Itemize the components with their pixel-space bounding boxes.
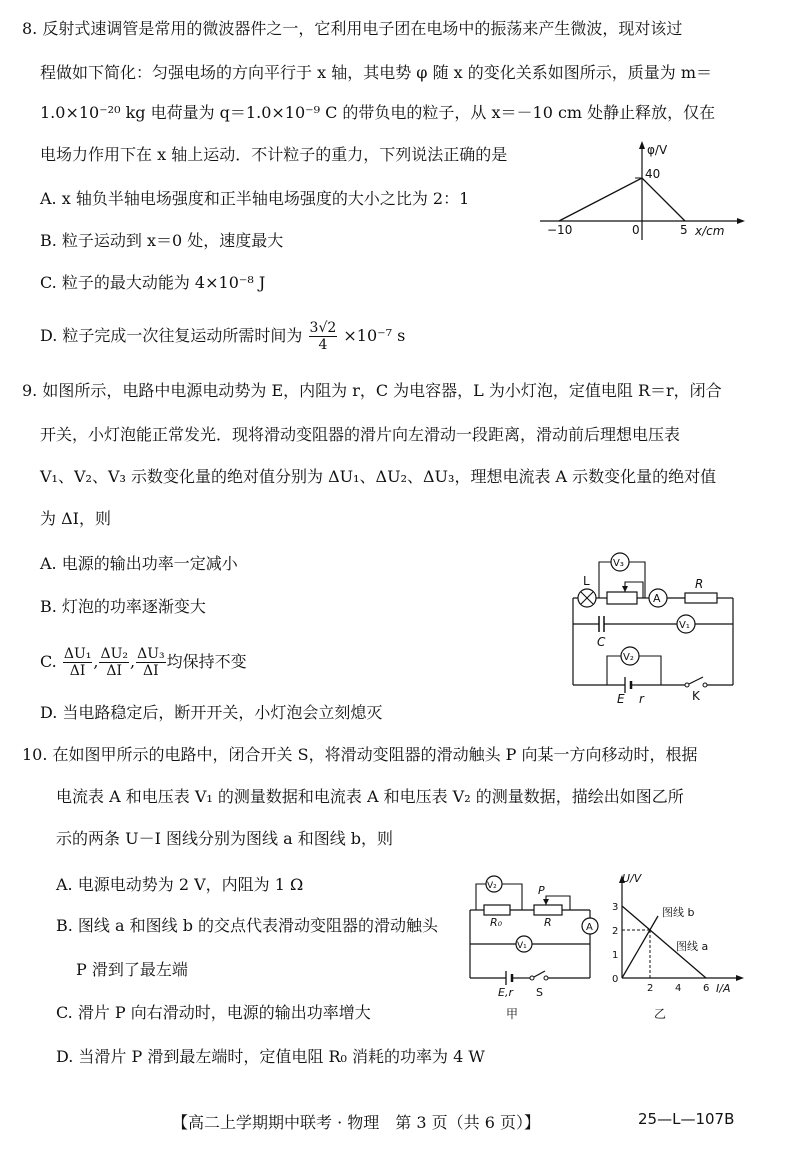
q8-option-d-fraction: $\frac{3√2}{4}$ [309, 320, 337, 353]
switch-icon [689, 677, 703, 684]
svg-text:E: E [617, 692, 625, 706]
q9-line1: 9. 如图所示，电路中电源电动势为 E，内阻为 r，C 为电容器，L 为小灯泡，定值电阻 R＝r，闭合 [22, 381, 722, 400]
q8-potential-graph [535, 138, 755, 248]
q10-option-a: A. 电源电动势为 2 V，内阻为 1 Ω [56, 875, 304, 894]
svg-text:P: P [538, 884, 545, 897]
q8-line2: 程做如下简化：匀强电场的方向平行于 x 轴，其电势 φ 随 x 的变化关系如图所示，质量为 m＝ [40, 63, 713, 82]
q9-option-d: D. 当电路稳定后，断开开关，小灯泡会立刻熄灭 [40, 703, 383, 722]
q10-line3: 示的两条 U－I 图线分别为图线 a 和图线 b，则 [56, 829, 394, 848]
q10-ui-graph [612, 870, 752, 1020]
q8-line3: 1.0×10⁻²⁰ kg 电荷量为 q＝1.0×10⁻⁹ C 的带负电的粒子，从 x＝－10 cm 处静止释放，仅在 [40, 103, 716, 122]
caption-yi: 乙 [654, 1007, 667, 1021]
svg-text:V₂: V₂ [623, 652, 634, 663]
q10-line2: 电流表 A 和电压表 V₁ 的测量数据和电流表 A 和电压表 V₂ 的测量数据，描绘出如图乙所 [56, 787, 684, 806]
x-axis-arrow-icon [737, 218, 745, 224]
graph-ylabel: φ/V [647, 143, 668, 157]
svg-text:L: L [583, 574, 590, 588]
q9-circuit-diagram [565, 550, 740, 705]
svg-text:图线 a: 图线 a [676, 940, 709, 953]
q10-option-b-line1: B. 图线 a 和图线 b 的交点代表滑动变阻器的滑动触头 [56, 916, 439, 935]
svg-text:0: 0 [612, 974, 619, 985]
switch-icon [534, 971, 545, 977]
q8-option-c: C. 粒子的最大动能为 4×10⁻⁸ J [40, 273, 266, 292]
svg-text:4: 4 [675, 983, 682, 994]
q8-option-b: B. 粒子运动到 x＝0 处，速度最大 [40, 231, 284, 250]
rheostat-icon [607, 592, 637, 604]
q10-option-d: D. 当滑片 P 滑到最左端时，定值电阻 R₀ 消耗的功率为 4 W [56, 1047, 485, 1066]
q10-circuit-diagram [462, 870, 607, 1020]
q8-option-d-text: D. 粒子完成一次往复运动所需时间为 [40, 326, 303, 345]
q10-option-b-line2: P 滑到了最左端 [76, 960, 188, 979]
svg-text:A: A [653, 592, 661, 605]
svg-text:I/A: I/A [716, 982, 731, 995]
q8-option-d-unit: ×10⁻⁷ s [343, 326, 406, 345]
svg-text:6: 6 [703, 983, 710, 994]
graph-peak-label: 40 [645, 167, 661, 181]
resistor-r-icon [685, 593, 717, 603]
svg-text:S: S [536, 986, 543, 999]
caption-jia: 甲 [506, 1007, 519, 1021]
svg-text:1: 1 [612, 950, 619, 961]
svg-text:E,r: E,r [498, 986, 513, 999]
i-axis-arrow-icon [736, 975, 744, 981]
svg-text:C: C [597, 635, 606, 649]
svg-text:U/V: U/V [622, 872, 642, 885]
footer-code: 25—L—107B [638, 1110, 735, 1128]
graph-x-neg: −10 [547, 223, 573, 237]
q9-option-a: A. 电源的输出功率一定减小 [40, 554, 238, 573]
svg-text:V₂: V₂ [487, 881, 497, 891]
svg-text:r: r [639, 692, 644, 706]
graph-xlabel: x/cm [695, 224, 725, 238]
q9-option-c: C. $\frac{\text{ΔU₁}}{\Delta I}$ , $\frac{\text{ΔU₂}}{\Delta I}$ , $\frac{\text{ΔU₃}}{\Delta I}$ 均保持不变 [40, 646, 247, 679]
graph-x-pos: 5 [680, 223, 688, 237]
svg-text:A: A [586, 922, 593, 933]
q10-option-c: C. 滑片 P 向右滑动时，电源的输出功率增大 [56, 1003, 371, 1022]
q8-option-d [40, 320, 405, 353]
q9-line2: 开关，小灯泡能正常发光．现将滑动变阻器的滑片向左滑动一段距离，滑动前后理想电压表 [40, 425, 681, 444]
svg-text:K: K [692, 689, 700, 703]
line-b [622, 916, 658, 978]
rheostat-icon [534, 905, 562, 915]
svg-text:3: 3 [612, 902, 619, 913]
q9-line4: 为 ΔI，则 [40, 509, 111, 528]
svg-text:V₁: V₁ [517, 941, 527, 951]
svg-text:R₀: R₀ [490, 916, 503, 929]
q9-line3: V₁、V₂、V₃ 示数变化量的绝对值分别为 ΔU₁、ΔU₂、ΔU₃，理想电流表 A 示数变化量的绝对值 [40, 467, 717, 486]
y-axis-arrow-icon [639, 141, 645, 149]
footer-page-info: 【高二上学期期中联考 · 物理 第 3 页（共 6 页）】 [172, 1113, 540, 1132]
q10-line1: 10. 在如图甲所示的电路中，闭合开关 S，将滑动变阻器的滑动触头 P 向某一方向移动时，根据 [22, 745, 698, 764]
svg-text:R: R [544, 916, 552, 929]
q8-line1: 8. 反射式速调管是常用的微波器件之一，它利用电子团在电场中的振荡来产生微波，现对该过 [22, 19, 683, 38]
graph-x-zero: 0 [632, 223, 640, 237]
q8-line4: 电场力作用下在 x 轴上运动．不计粒子的重力，下列说法正确的是 [40, 145, 508, 164]
svg-text:V₃: V₃ [613, 558, 624, 569]
svg-text:图线 b: 图线 b [662, 906, 695, 919]
q9-option-b: B. 灯泡的功率逐渐变大 [40, 597, 206, 616]
resistor-r0-icon [484, 905, 510, 915]
svg-text:V₁: V₁ [679, 620, 690, 631]
svg-text:2: 2 [647, 983, 654, 994]
potential-line [559, 178, 685, 221]
svg-text:R: R [695, 577, 704, 591]
svg-text:2: 2 [612, 926, 619, 937]
q8-option-a: A. x 轴负半轴电场强度和正半轴电场强度的大小之比为 2：1 [40, 189, 470, 208]
